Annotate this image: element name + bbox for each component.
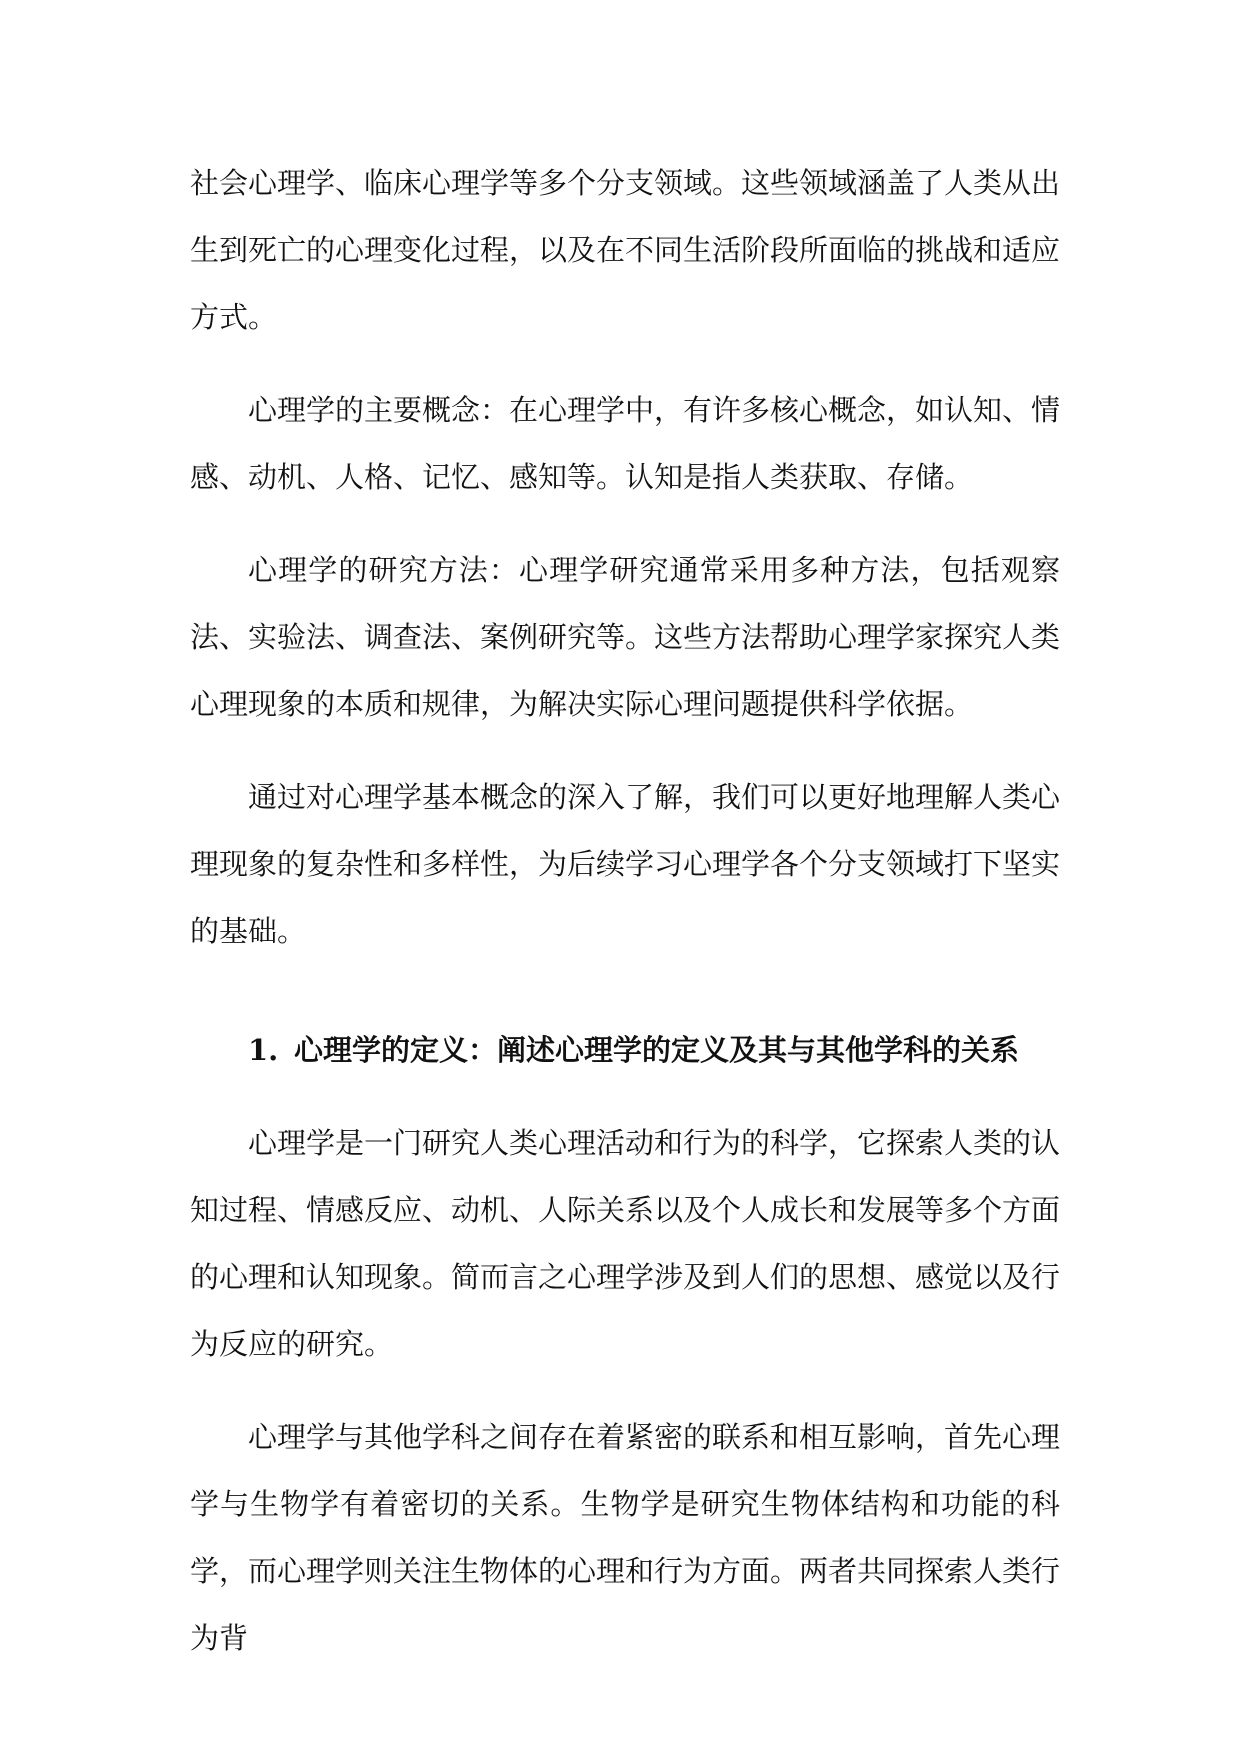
- section-heading: [190, 1017, 1060, 1084]
- section-title: 心理学的定义：阐述心理学的定义及其与其他学科的关系: [294, 1033, 1020, 1067]
- paragraph-2: 心理学的主要概念：在心理学中，有许多核心概念，如认知、情感、动机、人格、记忆、感知等。认知是指人类获取、存储。: [190, 393, 1061, 494]
- document-page: [190, 150, 1060, 1698]
- paragraph-6: 心理学与其他学科之间存在着紧密的联系和相互影响，首先心理学与生物学有着密切的关系。生物学是研究生物体结构和功能的科学，而心理学则关注生物体的心理和行为方面。两者共同探索人类行为背: [190, 1420, 1061, 1655]
- paragraph-5: 心理学是一门研究人类心理活动和行为的科学，它探索人类的认知过程、情感反应、动机、人际关系以及个人成长和发展等多个方面的心理和认知现象。简而言之心理学涉及到人们的思想、感觉以及行为反应的研究。: [190, 1126, 1061, 1361]
- paragraph-3: 心理学的研究方法：心理学研究通常采用多种方法，包括观察法、实验法、调查法、案例研究等。这些方法帮助心理学家探究人类心理现象的本质和规律，为解决实际心理问题提供科学依据。: [190, 553, 1061, 721]
- paragraph-4: 通过对心理学基本概念的深入了解，我们可以更好地理解人类心理现象的复杂性和多样性，为后续学习心理学各个分支领域打下坚实的基础。: [190, 780, 1061, 948]
- paragraph-1: 社会心理学、临床心理学等多个分支领域。这些领域涵盖了人类从出生到死亡的心理变化过程，以及在不同生活阶段所面临的挑战和适应方式。: [190, 166, 1061, 334]
- section-number: 1.: [248, 1033, 279, 1067]
